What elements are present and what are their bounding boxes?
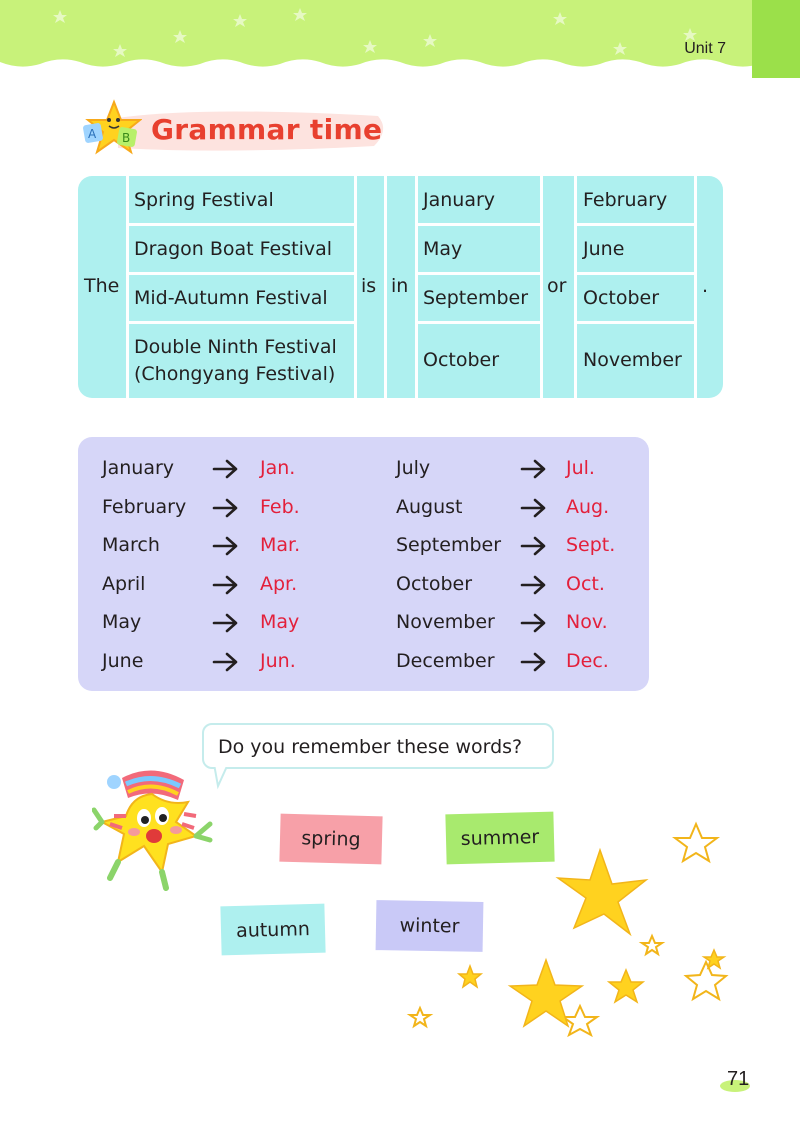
- arrow-right-icon: [212, 652, 240, 672]
- arrow-right-icon: [520, 652, 548, 672]
- month-abbreviation: Oct.: [566, 572, 605, 595]
- month-cell: September: [423, 287, 529, 309]
- month-abbreviation-box: [78, 437, 649, 691]
- table-divider: [415, 176, 418, 398]
- table-divider: [384, 176, 387, 398]
- table-divider: [574, 321, 697, 324]
- table-divider: [574, 272, 697, 275]
- grammar-table: [78, 176, 723, 398]
- festival-cell: Dragon Boat Festival: [134, 238, 333, 260]
- month-cell: January: [423, 189, 496, 211]
- month-abbreviation: May: [260, 611, 300, 634]
- month-full-name: June: [102, 650, 144, 672]
- arrow-right-icon: [520, 498, 548, 518]
- arrow-right-icon: [212, 575, 240, 595]
- word-card-winter: winter: [376, 900, 484, 952]
- month-abbreviation: Jun.: [260, 650, 296, 672]
- arrow-right-icon: [520, 575, 548, 595]
- arrow-right-icon: [520, 613, 548, 633]
- table-divider: [574, 223, 697, 226]
- table-divider: [694, 176, 697, 398]
- page-number: 71: [727, 1068, 750, 1090]
- month-abbreviation: Dec.: [566, 650, 609, 672]
- month-full-name: November: [396, 611, 495, 634]
- table-divider: [415, 223, 543, 226]
- arrow-right-icon: [212, 536, 240, 556]
- table-divider: [126, 223, 357, 226]
- word-card-summer: summer: [445, 812, 554, 865]
- header-band: [0, 0, 800, 78]
- table-divider: [354, 176, 357, 398]
- festival-cell: Double Ninth Festival: [134, 336, 337, 358]
- month-abbreviation: Apr.: [260, 572, 298, 595]
- month-abbreviation: Aug.: [566, 495, 610, 518]
- table-divider: [415, 272, 543, 275]
- conjunction-or: or: [547, 275, 567, 297]
- month-full-name: April: [102, 572, 146, 595]
- svg-text:A: A: [88, 127, 97, 141]
- preposition-in: in: [391, 275, 409, 297]
- month-abbreviation: Sept.: [566, 534, 616, 557]
- month-full-name: December: [396, 650, 495, 672]
- month-abbreviation: Nov.: [566, 611, 608, 634]
- section-header: [78, 96, 398, 160]
- month-full-name: October: [396, 572, 473, 595]
- word-card-autumn: autumn: [220, 904, 325, 956]
- arrow-right-icon: [520, 536, 548, 556]
- festival-cell: Spring Festival: [134, 189, 274, 211]
- table-divider: [126, 176, 129, 398]
- month-cell: June: [583, 238, 625, 260]
- festival-cell: (Chongyang Festival): [134, 363, 336, 385]
- arrow-right-icon: [212, 459, 240, 479]
- table-divider: [540, 176, 543, 398]
- speech-bubble-tail: [210, 764, 240, 790]
- month-cell: November: [583, 349, 682, 371]
- month-abbreviation: Feb.: [260, 495, 300, 518]
- month-abbreviation: Jul.: [566, 457, 595, 479]
- month-cell: October: [423, 349, 500, 371]
- month-full-name: January: [102, 457, 175, 479]
- table-divider: [415, 321, 543, 324]
- svg-text:B: B: [122, 131, 131, 145]
- month-cell: May: [423, 238, 463, 260]
- month-full-name: February: [102, 495, 187, 518]
- speech-bubble: [202, 723, 554, 769]
- star-ab-icon: [78, 98, 142, 162]
- month-cell: February: [583, 189, 668, 211]
- arrow-right-icon: [212, 498, 240, 518]
- month-full-name: July: [396, 457, 431, 479]
- month-full-name: August: [396, 495, 463, 518]
- arrow-right-icon: [212, 613, 240, 633]
- festival-cell: Mid-Autumn Festival: [134, 287, 328, 309]
- unit-label: Unit 7: [684, 40, 726, 57]
- month-full-name: September: [396, 534, 502, 557]
- table-divider: [574, 176, 577, 398]
- month-abbreviation: Mar.: [260, 534, 301, 557]
- month-full-name: March: [102, 534, 160, 557]
- month-full-name: May: [102, 611, 142, 634]
- section-title: Grammar time: [151, 113, 383, 146]
- stars-decoration: [400, 810, 740, 1040]
- table-divider: [126, 272, 357, 275]
- month-cell: October: [583, 287, 660, 309]
- verb-is: is: [361, 275, 377, 297]
- arrow-right-icon: [520, 459, 548, 479]
- table-divider: [126, 321, 357, 324]
- month-abbreviation: Jan.: [260, 457, 296, 479]
- period: .: [702, 275, 709, 297]
- subject-the: The: [84, 275, 120, 297]
- word-card-spring: spring: [279, 814, 382, 865]
- bubble-question: Do you remember these words?: [218, 736, 523, 758]
